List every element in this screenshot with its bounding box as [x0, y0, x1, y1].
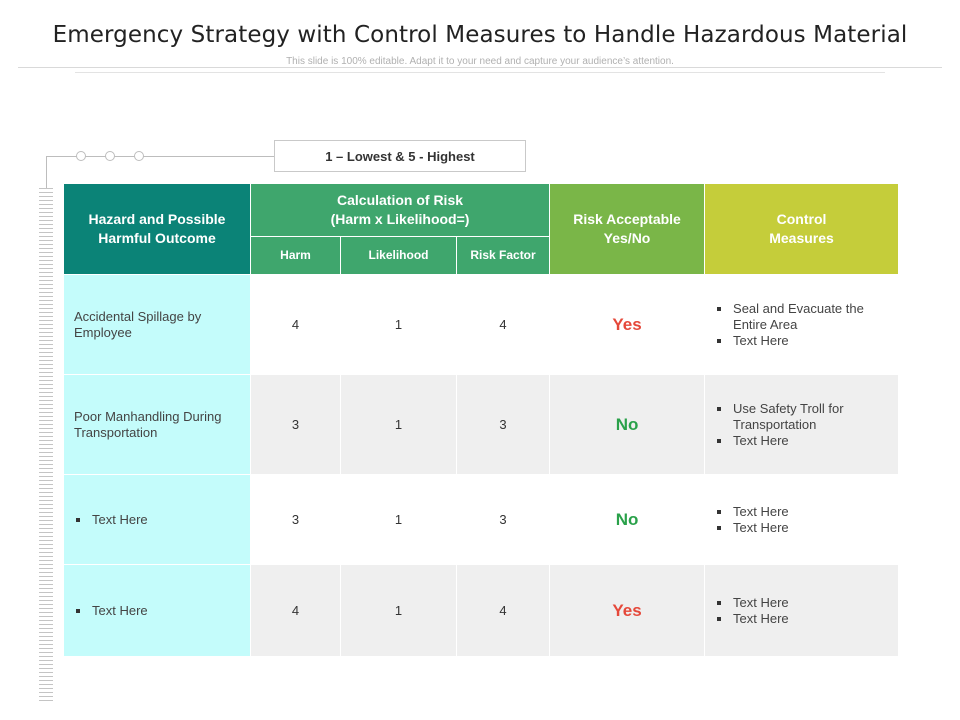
risk-factor-cell: 3	[457, 375, 550, 475]
risk-assessment-table	[63, 183, 899, 657]
control-cell	[705, 565, 899, 657]
likelihood-cell: 1	[341, 565, 457, 657]
hazard-cell: Poor Manhandling During Transportation	[64, 375, 251, 475]
control-cell	[705, 375, 899, 475]
connector-node-icon	[105, 151, 115, 161]
hazard-item: Text Here	[74, 603, 240, 619]
header-control-measures: Control Measures	[705, 184, 899, 275]
harm-cell: 4	[251, 565, 341, 657]
connector-node-icon	[134, 151, 144, 161]
acceptable-cell: Yes	[550, 565, 705, 657]
control-cell	[705, 475, 899, 565]
acceptable-cell: No	[550, 375, 705, 475]
header-harm: Harm	[251, 237, 341, 275]
legend-connector-drop	[46, 156, 47, 188]
hazard-item: Text Here	[74, 512, 240, 528]
table-row	[64, 375, 899, 475]
harm-cell: 3	[251, 475, 341, 565]
control-item: Seal and Evacuate the Entire Area	[715, 301, 890, 333]
header-risk-factor: Risk Factor	[457, 237, 550, 275]
header-calculation: Calculation of Risk (Harm x Likelihood=)	[251, 184, 550, 237]
header-risk-acceptable: Risk Acceptable Yes/No	[550, 184, 705, 275]
control-item: Text Here	[715, 595, 890, 611]
harm-cell: 4	[251, 275, 341, 375]
risk-factor-cell: 4	[457, 565, 550, 657]
decorative-ruler	[39, 188, 53, 703]
likelihood-cell: 1	[341, 375, 457, 475]
likelihood-cell: 1	[341, 275, 457, 375]
acceptable-cell: Yes	[550, 275, 705, 375]
scale-legend: 1 – Lowest & 5 - Highest	[274, 140, 526, 172]
control-item: Text Here	[715, 520, 890, 536]
risk-factor-cell: 3	[457, 475, 550, 565]
hazard-cell	[64, 565, 251, 657]
control-item: Text Here	[715, 333, 890, 349]
table-row	[64, 565, 899, 657]
risk-factor-cell: 4	[457, 275, 550, 375]
table-row	[64, 475, 899, 565]
title-divider-secondary	[75, 72, 885, 73]
hazard-cell	[64, 475, 251, 565]
control-item: Text Here	[715, 611, 890, 627]
slide-title: Emergency Strategy with Control Measures to Handle Hazardous Material	[52, 22, 908, 48]
connector-node-icon	[76, 151, 86, 161]
control-item: Use Safety Troll for Transportation	[715, 401, 890, 433]
table-row	[64, 275, 899, 375]
likelihood-cell: 1	[341, 475, 457, 565]
header-likelihood: Likelihood	[341, 237, 457, 275]
control-cell	[705, 275, 899, 375]
control-item: Text Here	[715, 433, 890, 449]
harm-cell: 3	[251, 375, 341, 475]
slide-subtitle: This slide is 100% editable. Adapt it to your need and capture your audience’s attention.	[286, 56, 674, 67]
control-item: Text Here	[715, 504, 890, 520]
acceptable-cell: No	[550, 475, 705, 565]
title-divider	[18, 67, 942, 68]
header-hazard: Hazard and Possible Harmful Outcome	[64, 184, 251, 275]
hazard-cell: Accidental Spillage by Employee	[64, 275, 251, 375]
